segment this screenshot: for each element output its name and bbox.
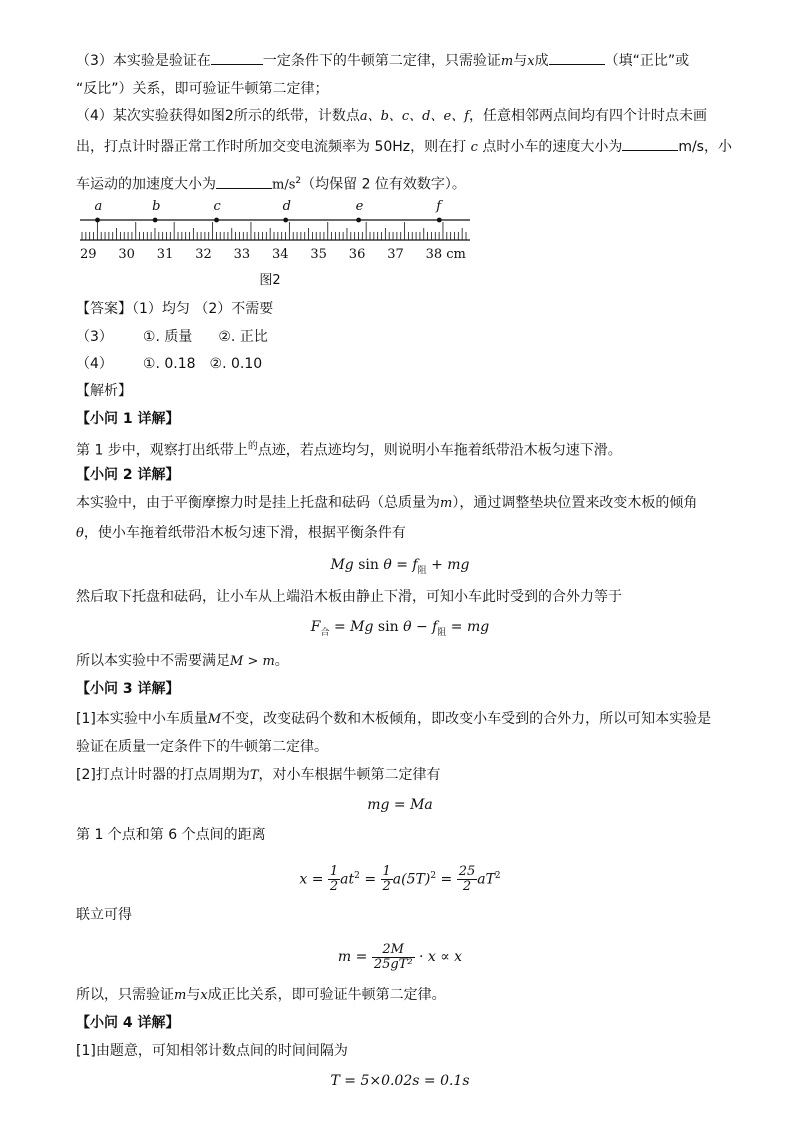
section3-line4: 第 1 个点和第 6 个点间的距离 [76, 827, 266, 843]
section2-line1 [76, 494, 697, 513]
ruler-tick-label: 37 [387, 247, 404, 262]
q4-point-c: c [470, 140, 478, 155]
answer-3-2: ②. 正比 [218, 329, 268, 345]
s3-text-d: ，对小车根据牛顿第二定律有 [258, 767, 441, 783]
count-point-e [356, 218, 361, 223]
s1-text-b: 点迹，若点迹均匀，则说明小车拖着纸带沿木板匀速下滑。 [257, 442, 622, 459]
answer-label-3: （3） [76, 329, 113, 345]
q4-unit1: m/s，小 [678, 139, 732, 155]
ruler-tick-label: 34 [272, 247, 289, 262]
answer-line3 [76, 355, 262, 373]
section2-line4 [76, 652, 289, 671]
section4-line1: [1]由题意，可知相邻计数点间的时间间隔为 [76, 1043, 348, 1059]
ruler-tick-label: 33 [233, 247, 251, 262]
equation-interval: T = 5×0.02s = 0.1s [330, 1073, 470, 1089]
var-T: T [249, 768, 259, 783]
section2-line2 [76, 524, 406, 543]
s3-text-a: [1]本实验中小车质量 [76, 711, 208, 727]
q3-text-a: （3）本实验是验证在 [76, 53, 211, 69]
count-point-label: b [152, 199, 161, 214]
tape-ruler-figure [0, 0, 800, 300]
count-point-label: e [355, 199, 364, 214]
q4-text-a: （4）某次实验获得如图2所示的纸带，计数点 [76, 108, 360, 124]
q4-text-e: 车运动的加速度大小为 [76, 176, 216, 193]
section2-line3: 然后取下托盘和砝码，让小车从上端沿木板由静止下滑，可知小车此时受到的合外力等于 [76, 589, 622, 605]
count-point-a [95, 218, 100, 223]
s2-text-e: 。 [274, 653, 289, 669]
section4-heading: 【小问 4 详解】 [76, 1015, 180, 1031]
equation-distance: x = $\frac{1}{2}$ $at^2$ = $\frac{1}{2}$ $a(5T)^2$ = $\frac{25}{2}$ $aT^2$ [299, 864, 501, 895]
count-point-d [283, 218, 288, 223]
q4-text-f: （均保留 2 位有效数字）。 [301, 176, 466, 193]
section3-line1 [76, 710, 711, 729]
answer-line1: 【答案】（1）均匀 （2）不需要 [76, 301, 274, 317]
section3-heading: 【小问 3 详解】 [76, 681, 180, 697]
count-point-label: c [213, 199, 221, 214]
answer-3-1: ①. 质量 [142, 329, 193, 345]
section3-line5: 联立可得 [76, 907, 132, 923]
q3-text-d: 成 [534, 53, 549, 69]
ruler-tick-label: 29 [80, 247, 97, 262]
ruler-tick-label: 38 cm [425, 247, 466, 262]
condition-M-gt-m: M > m [230, 654, 275, 669]
var-m: m [500, 54, 514, 69]
figure-caption: 图2 [259, 273, 281, 288]
section1-heading: 【小问 1 详解】 [76, 411, 180, 427]
q3-text-f: “反比”）关系，即可验证牛顿第二定律； [76, 81, 329, 97]
analysis-heading: 【解析】 [76, 383, 132, 399]
q4-unit2: m/s [272, 177, 296, 193]
count-point-label: a [94, 199, 103, 214]
q4-text-b: ，任意相邻两点间均有四个计时点未画 [469, 108, 708, 124]
s2-text-d: 所以本实验中不需要满足 [76, 653, 230, 669]
q4-unit2-exp: 2 [295, 176, 302, 186]
q4-text-c: 出，打点计时器正常工作时所加交变电流频率为 50Hz，则在打 [76, 139, 467, 155]
q4-text-d: 点时小车的速度大小为 [482, 139, 623, 155]
answer-4-1: ①. 0.18 [142, 356, 196, 372]
count-point-label: d [282, 199, 292, 214]
var-x: x [200, 988, 208, 1003]
s1-text-a: 第 1 步中，观察打出纸带上 [76, 442, 248, 459]
equation-newton: mg = Ma [367, 797, 433, 813]
answer-line2 [76, 328, 268, 346]
count-point-b [153, 218, 158, 223]
answer-label-4: （4） [76, 356, 113, 372]
q3-text-b: 一定条件下的牛顿第二定律，只需验证 [262, 53, 501, 69]
ruler-tick-label: 35 [310, 247, 327, 262]
var-M: M [207, 712, 222, 727]
q3-text-e: （填“正比”或 [604, 53, 690, 69]
s3-text-c: [2]打点计时器的打点周期为 [76, 767, 250, 783]
var-m: m [440, 496, 453, 511]
ruler-tick-label: 32 [195, 247, 212, 262]
section1-text [76, 438, 622, 460]
s2-text-c: ，使小车拖着纸带沿木板匀速下滑，根据平衡条件有 [83, 525, 406, 541]
section2-heading: 【小问 2 详解】 [76, 467, 180, 483]
answer-4-2: ②. 0.10 [209, 356, 263, 372]
section3-line6 [76, 986, 446, 1005]
s3-text-f: 与 [186, 987, 201, 1003]
equation-net-force: $F_合 = Mg$ $\sin \theta - f_阻$ = mg [310, 619, 490, 638]
s3-text-e: 所以，只需验证 [76, 987, 174, 1003]
count-point-c [214, 218, 219, 223]
var-x: x [527, 54, 535, 69]
s2-text-b: ），通过调整垫块位置来改变木板的倾角 [452, 495, 698, 511]
section3-line3 [76, 766, 441, 785]
count-point-f [437, 218, 442, 223]
ruler-tick-label: 30 [118, 247, 135, 262]
s3-text-b: 不变，改变砝码个数和木板倾角，即改变小车受到的合外力，所以可知本实验是 [221, 711, 712, 727]
q4-points: a、b、c、d、e、f [359, 109, 470, 124]
s1-text-de: 的 [247, 441, 258, 452]
q3-text-c: 与 [513, 53, 528, 69]
equation-balance: Mg $\sin \theta = f_阻$ + mg [330, 557, 470, 576]
var-m: m [174, 988, 187, 1003]
var-theta: θ [76, 526, 84, 541]
s3-text-g: 成正比关系，即可验证牛顿第二定律。 [207, 987, 446, 1003]
ruler-tick-label: 31 [156, 247, 174, 262]
ruler-tick-label: 36 [348, 247, 366, 262]
count-point-label: f [436, 199, 442, 214]
section3-line2: 验证在质量一定条件下的牛顿第二定律。 [76, 739, 328, 755]
s2-text-a: 本实验中，由于平衡摩擦力时是挂上托盘和砝码（总质量为 [76, 495, 440, 511]
equation-result: m = $\frac{2M}{\text{25gT²}}$ · x ∝ x [337, 941, 463, 972]
